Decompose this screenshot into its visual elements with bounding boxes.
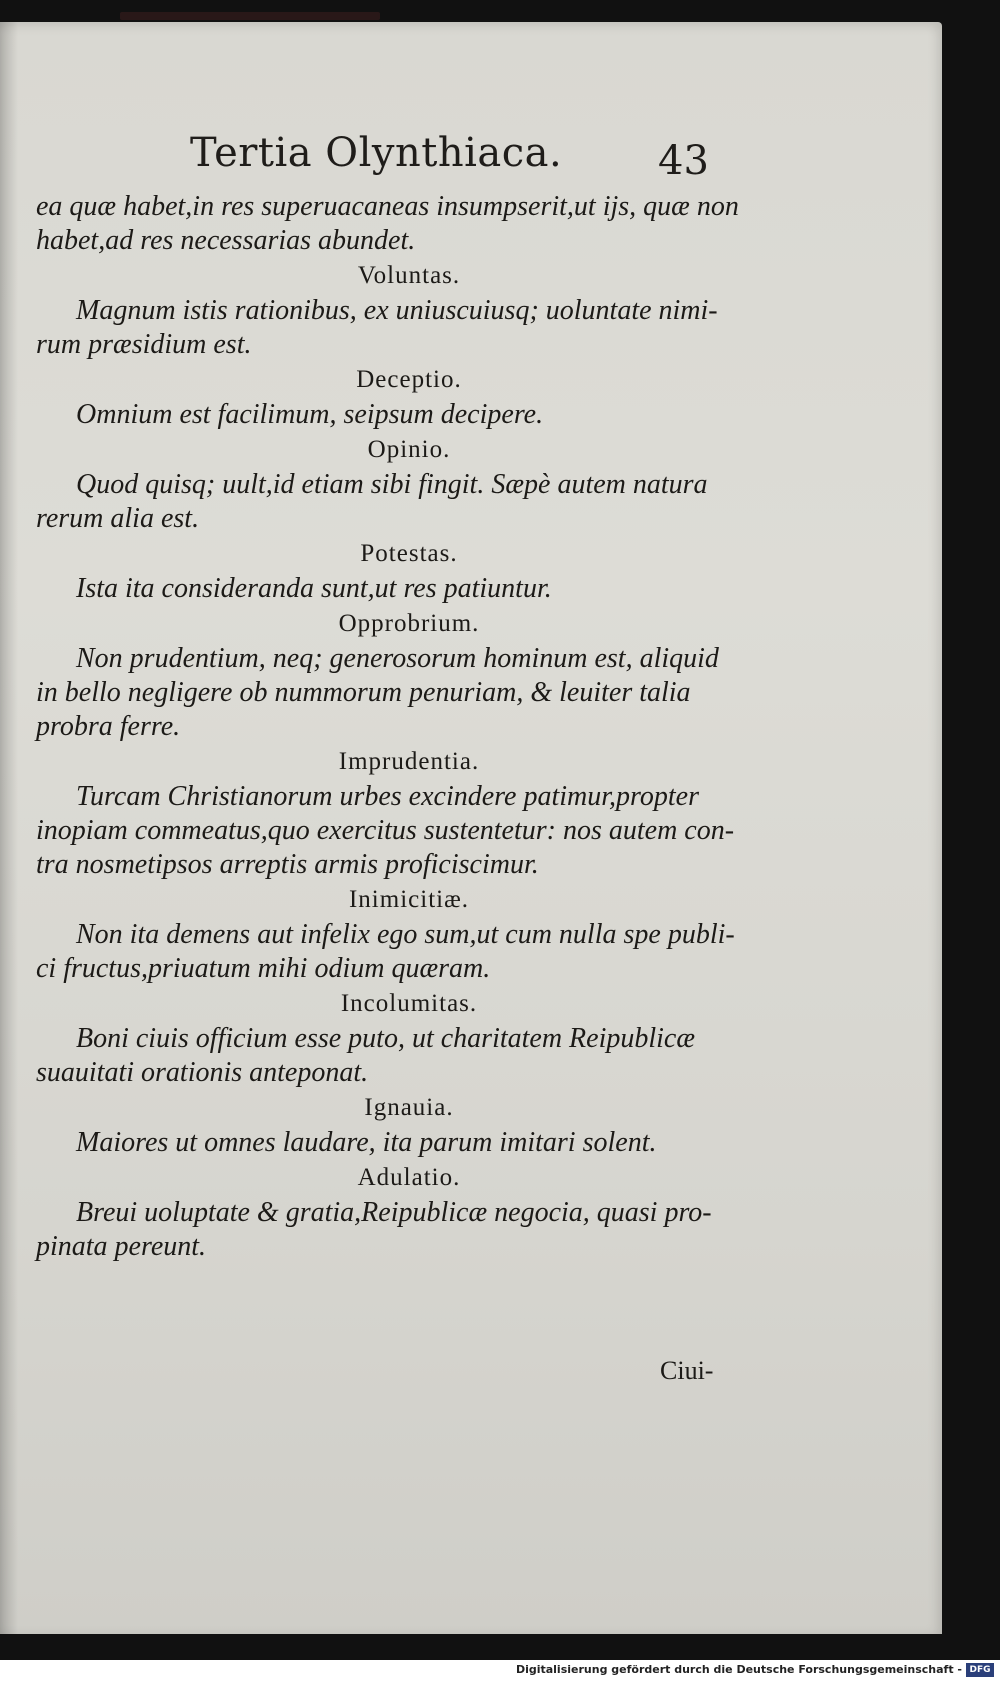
running-head: Tertia Olynthiaca.	[190, 130, 563, 176]
section-heading: Imprudentia.	[338, 748, 480, 775]
footer-credit: Digitalisierung gefördert durch die Deutsche Forschungsgemeinschaft -	[515, 1663, 962, 1676]
text-line: tra nosmetipsos arreptis armis proficiscimur.	[36, 849, 539, 880]
dfg-logo-icon: DFG	[966, 1663, 994, 1677]
text-line: inopiam commeatus,quo exercitus sustentetur: nos autem con-	[36, 815, 735, 846]
book-edge	[120, 12, 380, 20]
section-heading: Opprobrium.	[338, 610, 480, 637]
text-line: in bello negligere ob nummorum penuriam, & leuiter talia	[36, 677, 691, 708]
section-heading: Opinio.	[367, 436, 451, 463]
text-line: Boni ciuis officium esse puto, ut charitatem Reipublicæ	[76, 1023, 696, 1054]
section-heading: Deceptio.	[356, 366, 462, 393]
text-line: habet,ad res necessarias abundet.	[36, 225, 416, 256]
text-line: Non prudentium, neq; generosorum hominum est, aliquid	[76, 643, 719, 674]
text-line: suauitati orationis anteponat.	[36, 1057, 369, 1088]
text-line: Breui uoluptate & gratia,Reipublicæ negocia, quasi pro-	[76, 1197, 712, 1228]
catchword: Ciui-	[660, 1356, 714, 1385]
text-line: ci fructus,priuatum mihi odium quæram.	[36, 953, 491, 984]
section-heading: Ignauia.	[364, 1094, 454, 1121]
section-heading: Voluntas.	[357, 262, 461, 289]
text-line: ea quæ habet,in res superuacaneas insumpserit,ut ijs, quæ non	[36, 191, 739, 222]
section-heading: Adulatio.	[357, 1164, 461, 1191]
section-heading: Inimicitiæ.	[348, 886, 470, 913]
page-text-block	[36, 190, 742, 1264]
text-line: probra ferre.	[36, 711, 181, 742]
section-heading: Incolumitas.	[340, 990, 478, 1017]
text-line: Turcam Christianorum urbes excindere patimur,propter	[76, 781, 699, 812]
text-line: Magnum istis rationibus, ex uniuscuiusq; uoluntate nimi-	[76, 295, 718, 326]
digitization-footer	[0, 1660, 1000, 1681]
text-line: pinata pereunt.	[36, 1231, 207, 1262]
text-line: rerum alia est.	[36, 503, 200, 534]
page-number: 43	[658, 138, 709, 184]
text-line: rum præsidium est.	[36, 329, 252, 360]
text-line: Maiores ut omnes laudare, ita parum imitari solent.	[76, 1127, 657, 1158]
section-heading: Potestas.	[360, 540, 458, 567]
text-line: Omnium est facilimum, seipsum decipere.	[76, 399, 544, 430]
text-line: Ista ita consideranda sunt,ut res patiuntur.	[76, 573, 552, 604]
text-line: Quod quisq; uult,id etiam sibi fingit. Sæpè autem natura	[76, 469, 708, 500]
text-line: Non ita demens aut infelix ego sum,ut cum nulla spe publi-	[76, 919, 735, 950]
